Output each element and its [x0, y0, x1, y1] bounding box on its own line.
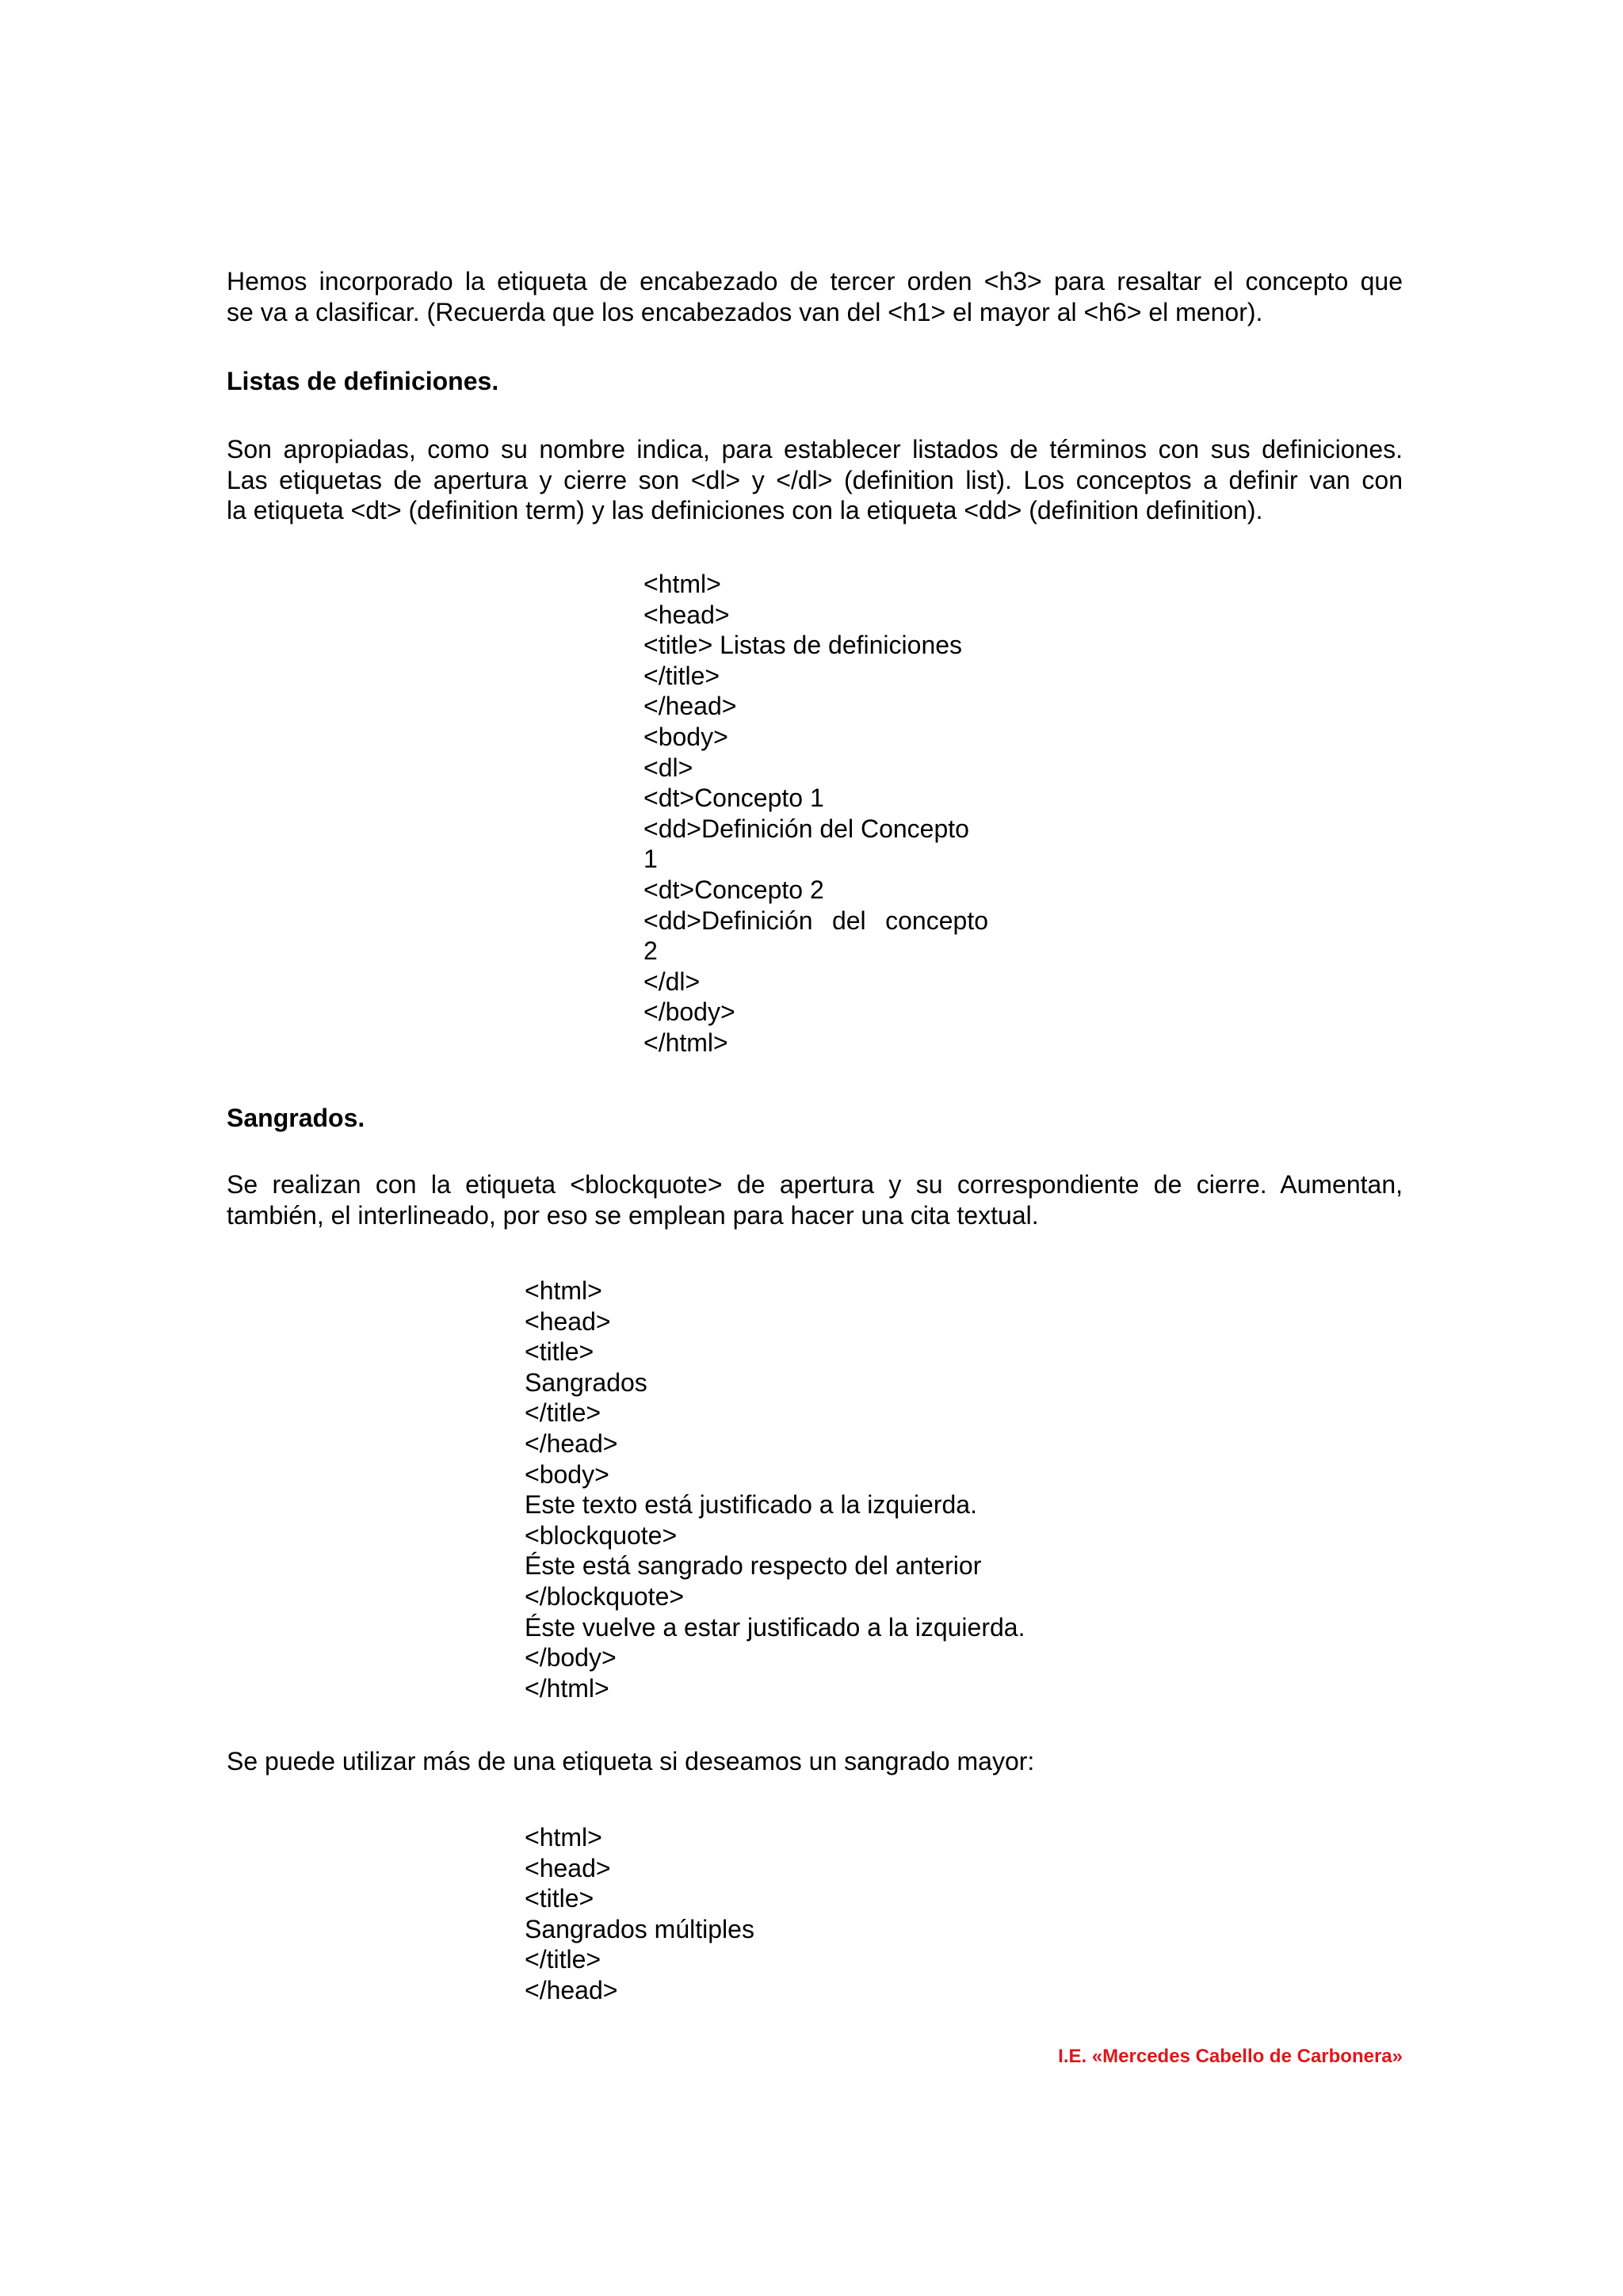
paragraph-line-3: la etiqueta <dt> (definition term) y las definiciones con la etiqueta <dd> (definition definition).	[227, 496, 1263, 524]
code-line: <dl>	[643, 753, 693, 782]
code-line: </body>	[525, 1643, 617, 1672]
code-line: </title>	[525, 1398, 601, 1428]
code-line: <html>	[525, 1823, 602, 1852]
code-line: </head>	[525, 1975, 618, 2004]
code-line: Éste vuelve a estar justificado a la izquierda.	[525, 1612, 1025, 1642]
code-line: <body>	[643, 722, 728, 751]
footer-institution-name: I.E. «Mercedes Cabello de Carbonera»	[1058, 2046, 1403, 2067]
code-line: Este texto está justificado a la izquierda.	[525, 1490, 977, 1520]
code-line: Sangrados múltiples	[525, 1914, 754, 1943]
paragraph-line-2: también, el interlineado, por eso se emplean para hacer una cita textual.	[227, 1200, 1039, 1230]
paragraph-line-1: Se realizan con la etiqueta <blockquote> de apertura y su correspondiente de cierre. Aumentan,	[227, 1170, 1403, 1199]
code-line: <head>	[525, 1853, 611, 1882]
code-line: <title>	[525, 1884, 594, 1913]
code-line: <html>	[525, 1276, 602, 1305]
code-line: <dd>Definición del Concepto	[643, 814, 969, 843]
code-line: <dt>Concepto 2	[643, 875, 824, 904]
code-line: </html>	[525, 1673, 609, 1703]
code-line: Éste está sangrado respecto del anterior	[525, 1551, 982, 1581]
code-line: </head>	[525, 1428, 618, 1458]
code-line: </title>	[525, 1945, 601, 1974]
intro-paragraph	[227, 266, 1403, 327]
paragraph-line-1: Son apropiadas, como su nombre indica, para establecer listados de términos con sus definiciones.	[227, 435, 1403, 463]
code-line: </dl>	[643, 967, 701, 996]
code-line: </body>	[643, 997, 735, 1027]
intro-line-2: se va a clasificar. (Recuerda que los encabezados van del <h1> el mayor al <h6> el menor).	[227, 297, 1263, 326]
code-line: Sangrados	[525, 1367, 647, 1397]
definition-lists-paragraph	[227, 434, 1403, 526]
code-line: <body>	[525, 1459, 609, 1489]
definition-list-code-example	[643, 569, 988, 1058]
code-line: <dt>Concepto 1	[643, 784, 824, 813]
code-line: 1	[643, 845, 658, 874]
code-line: <title>	[525, 1337, 594, 1367]
section-heading-definition-lists: Listas de definiciones.	[227, 367, 499, 395]
multiple-blockquote-code-example	[525, 1822, 754, 2006]
paragraph-line-2: Las etiquetas de apertura y cierre son <dl> y </dl> (definition list). Los conceptos a definir van con	[227, 465, 1403, 494]
code-line: <blockquote>	[525, 1520, 678, 1550]
code-line: </html>	[643, 1028, 728, 1057]
code-line: <title> Listas de definiciones	[643, 631, 963, 660]
code-line: </blockquote>	[525, 1581, 685, 1611]
section-heading-indentation: Sangrados.	[227, 1104, 365, 1132]
blockquote-code-example	[525, 1276, 1025, 1703]
code-line: </title>	[643, 661, 720, 690]
intro-line-1: Hemos incorporado la etiqueta de encabezado de tercer orden <h3> para resaltar el concepto que	[227, 267, 1403, 296]
multiple-indent-paragraph: Se puede utilizar más de una etiqueta si deseamos un sangrado mayor:	[227, 1747, 1035, 1775]
code-line: <head>	[525, 1306, 611, 1336]
code-line: <html>	[643, 570, 721, 598]
indentation-paragraph	[227, 1169, 1403, 1230]
code-line: <head>	[643, 600, 730, 629]
code-line: </head>	[643, 692, 737, 721]
code-line: <dd>Definición del concepto	[643, 906, 988, 935]
code-line: 2	[643, 936, 658, 966]
